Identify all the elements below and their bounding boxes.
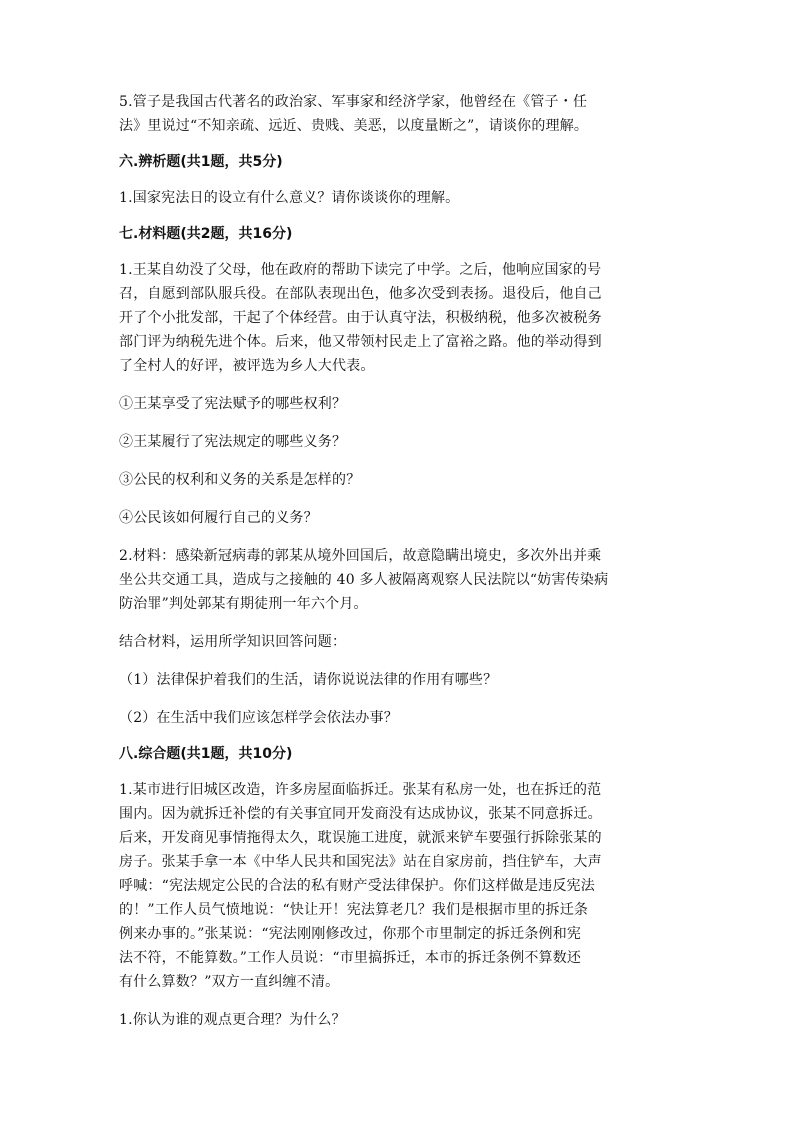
section-6-heading: 六.辨析题(共1题，共5分)	[119, 154, 283, 170]
paragraph-line: 召，自愿到部队服兵役。在部队表现出色，他多次受到表扬。退役后，他自己	[119, 286, 602, 302]
sub-question-1: ①王某享受了宪法赋予的哪些权利？	[119, 396, 347, 412]
section-7-question-1	[119, 258, 675, 378]
section-7-heading: 七.材料题(共2题，共16分)	[119, 226, 293, 242]
section-8-question-1	[119, 778, 675, 994]
paragraph-line: 1.王某自幼没了父母，他在政府的帮助下读完了中学。之后，他响应国家的号	[119, 262, 602, 278]
document-page	[119, 90, 675, 1032]
paragraph-line: 防治罪”判处郭某有期徒刑一年六个月。	[119, 596, 368, 612]
sub-question-4: ④公民该如何履行自己的义务？	[119, 510, 318, 526]
sub-question-3: ③公民的权利和义务的关系是怎样的？	[119, 472, 361, 488]
paragraph-line: 后来，开发商见事情拖得太久，耽误施工进度，就派来铲车要强行拆除张某的	[119, 830, 602, 846]
section-6-question-1: 1.国家宪法日的设立有什么意义？请你谈谈你的理解。	[119, 190, 460, 206]
paragraph-line: 的！”工作人员气愤地说：“快让开！宪法算老几？我们是根据市里的拆迁条	[119, 902, 589, 918]
question-5-line-2: 法》里说过“不知亲疏、远近、贵贱、美恶，以度量断之”，请谈你的理解。	[119, 118, 589, 134]
paragraph-line: 坐公共交通工具，造成与之接触的 40 多人被隔离观察人民法院以“妨害传染病	[119, 572, 609, 588]
section-8-sub-question-1: 1.你认为谁的观点更合理？为什么？	[119, 1012, 346, 1028]
question-2-sub-2: （2）在生活中我们应该怎样学会依法办事？	[119, 710, 398, 726]
sub-question-2: ②王某履行了宪法规定的哪些义务？	[119, 434, 347, 450]
question-2-sub-1: （1）法律保护着我们的生活，请你说说法律的作用有哪些？	[119, 672, 498, 688]
paragraph-line: 例来办事的。”张某说：“宪法刚刚修改过，你那个市里制定的拆迁条例和宪	[119, 926, 582, 942]
question-5-line-1: 5.管子是我国古代著名的政治家、军事家和经济学家，他曾经在《管子・任	[119, 94, 588, 110]
paragraph-line: 呼喊：“宪法规定公民的合法的私有财产受法律保护。你们这样做是违反宪法	[119, 878, 595, 894]
paragraph-line: 1.某市进行旧城区改造，许多房屋面临拆迁。张某有私房一处，也在拆迁的范	[119, 782, 602, 798]
paragraph-line: 了全村人的好评，被评选为乡人大代表。	[119, 358, 375, 374]
section-8-heading: 八.综合题(共1题，共10分)	[119, 746, 293, 762]
paragraph-line: 有什么算数？”双方一直纠缠不清。	[119, 974, 340, 990]
question-5	[119, 90, 675, 138]
paragraph-line: 部门评为纳税先进个体。后来，他又带领村民走上了富裕之路。他的举动得到	[119, 334, 602, 350]
paragraph-line: 2.材料：感染新冠病毒的郭某从境外回国后，故意隐瞒出境史，多次外出并乘	[119, 548, 602, 564]
section-7-question-2	[119, 544, 675, 616]
paragraph-line: 开了个小批发部，干起了个体经营。由于认真守法，积极纳税，他多次被税务	[119, 310, 602, 326]
paragraph-line: 法不符，不能算数。”工作人员说：“市里搞拆迁，本市的拆迁条例不算数还	[119, 950, 582, 966]
paragraph-line: 房子。张某手拿一本《中华人民共和国宪法》站在自家房前，挡住铲车，大声	[119, 854, 602, 870]
question-2-prompt: 结合材料，运用所学知识回答问题：	[119, 634, 347, 650]
paragraph-line: 围内。因为就拆迁补偿的有关事宜同开发商没有达成协议，张某不同意拆迁。	[119, 806, 602, 822]
